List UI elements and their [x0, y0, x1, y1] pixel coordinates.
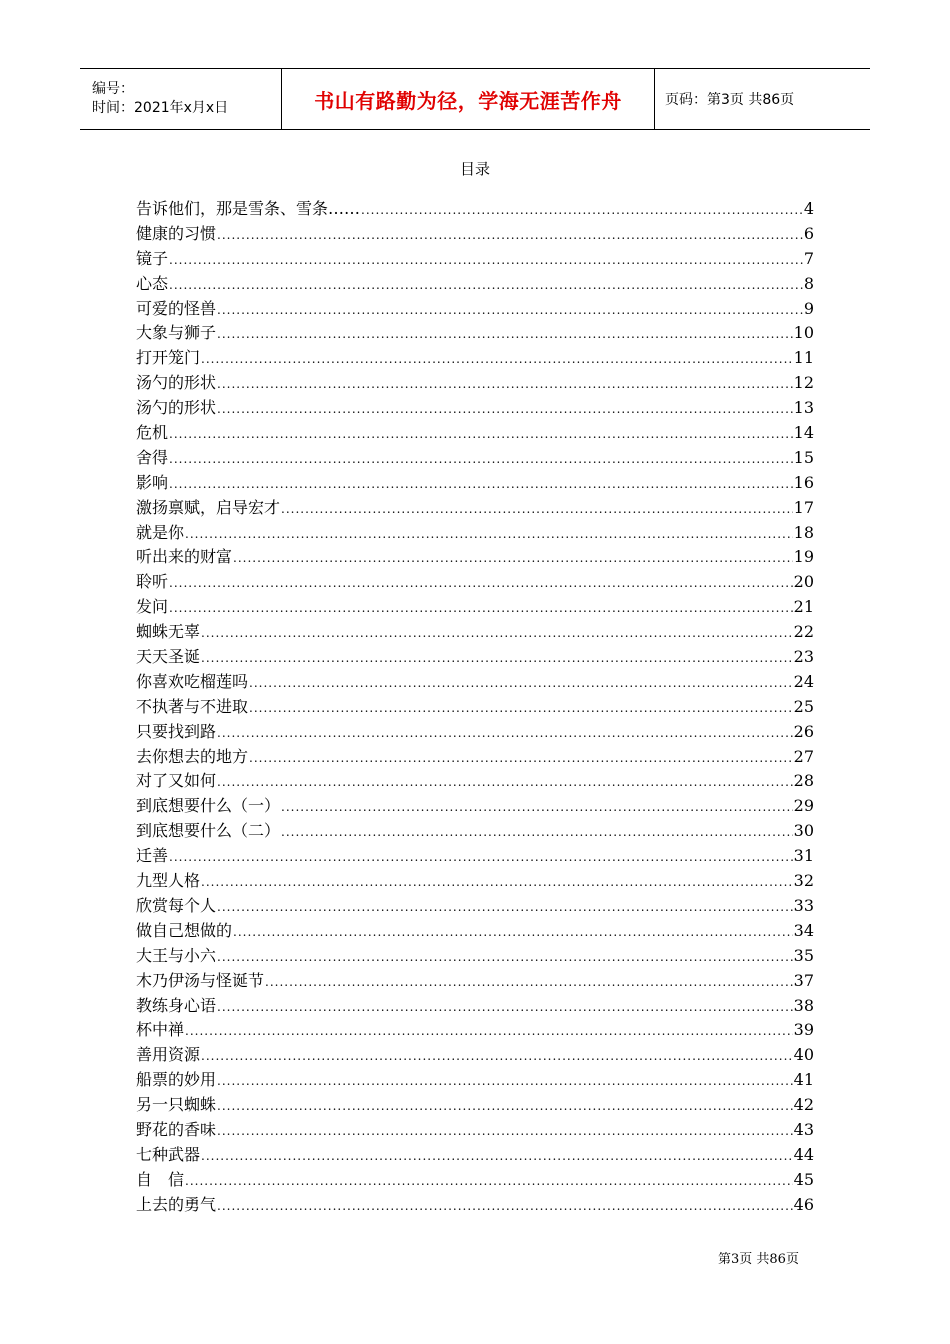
toc-entry[interactable] [136, 496, 814, 521]
toc-leader-dots [217, 895, 793, 920]
header-motto: 书山有路勤为径，学海无涯苦作舟 [281, 69, 655, 129]
toc-entry-page: 17 [793, 497, 814, 517]
toc-entry-title: 到底想要什么（二） [136, 821, 281, 841]
toc-entry-page: 11 [793, 348, 814, 368]
toc-leader-dots [217, 298, 803, 323]
toc-leader-dots [169, 447, 793, 472]
toc-leader-dots [281, 497, 793, 522]
toc-entry-page: 18 [793, 522, 814, 542]
toc-entry[interactable] [136, 869, 814, 894]
toc-entry-page: 44 [793, 1144, 814, 1164]
toc-leader-dots [217, 770, 793, 795]
toc-entry-page: 8 [803, 273, 814, 293]
toc-entry-page: 38 [793, 995, 814, 1015]
toc-entry[interactable] [136, 595, 814, 620]
toc-entry[interactable] [136, 521, 814, 546]
toc-leader-dots [361, 198, 803, 223]
toc-entry[interactable] [136, 197, 814, 222]
toc-leader-dots [169, 273, 803, 298]
toc-entry-title: 另一只蜘蛛 [136, 1095, 217, 1115]
toc-entry-page: 16 [793, 472, 814, 492]
toc-entry-title: 杯中禅 [136, 1020, 185, 1040]
toc-entry-page: 12 [793, 373, 814, 393]
toc-leader-dots [217, 945, 793, 970]
toc-entry-title: 打开笼门 [136, 348, 201, 368]
toc-leader-dots [265, 970, 793, 995]
toc-entry-page: 42 [793, 1095, 814, 1115]
toc-entry[interactable] [136, 769, 814, 794]
toc-entry-title: 船票的妙用 [136, 1070, 217, 1090]
toc-leader-dots [217, 372, 793, 397]
toc-entry-page: 34 [793, 920, 814, 940]
toc-entry-title: 对了又如何 [136, 771, 217, 791]
header-page-info: 页码：第3页 共86页 [665, 92, 795, 108]
toc-leader-dots [201, 1144, 793, 1169]
toc-entry-page: 13 [793, 398, 814, 418]
toc-leader-dots [185, 1019, 793, 1044]
toc-entry[interactable] [136, 1068, 814, 1093]
toc-entry[interactable] [136, 421, 814, 446]
toc-entry-page: 41 [793, 1070, 814, 1090]
toc-entry[interactable] [136, 1118, 814, 1143]
toc-entry-page: 29 [793, 796, 814, 816]
toc-leader-dots [281, 820, 793, 845]
toc-entry-title: 大王与小六 [136, 945, 217, 965]
toc-leader-dots [233, 920, 793, 945]
toc-leader-dots [217, 223, 803, 248]
toc-entry-page: 39 [793, 1020, 814, 1040]
toc-entry-page: 23 [793, 647, 814, 667]
toc-entry-page: 32 [793, 871, 814, 891]
toc-entry[interactable] [136, 1168, 814, 1193]
toc-entry-title: 就是你 [136, 522, 185, 542]
toc-entry[interactable] [136, 297, 814, 322]
toc-leader-dots [169, 422, 793, 447]
table-of-contents [136, 197, 814, 1218]
toc-entry[interactable] [136, 620, 814, 645]
toc-title: 目录 [459, 160, 490, 178]
toc-entry-title: 上去的勇气 [136, 1194, 217, 1214]
toc-leader-dots [233, 546, 793, 571]
toc-entry[interactable] [136, 545, 814, 570]
toc-entry-title: 善用资源 [136, 1045, 201, 1065]
toc-entry-title: 镜子 [136, 248, 169, 268]
toc-entry[interactable] [136, 894, 814, 919]
toc-leader-dots [185, 522, 793, 547]
toc-entry-title: 可爱的怪兽 [136, 298, 217, 318]
toc-entry-page: 14 [793, 423, 814, 443]
toc-entry[interactable] [136, 670, 814, 695]
toc-leader-dots [217, 322, 793, 347]
toc-entry[interactable] [136, 1043, 814, 1068]
toc-entry-page: 30 [793, 821, 814, 841]
toc-leader-dots [185, 1169, 793, 1194]
toc-entry-page: 43 [793, 1119, 814, 1139]
toc-entry[interactable] [136, 321, 814, 346]
toc-entry[interactable] [136, 819, 814, 844]
toc-leader-dots [169, 596, 793, 621]
toc-entry[interactable] [136, 994, 814, 1019]
toc-entry[interactable] [136, 272, 814, 297]
toc-entry-page: 45 [793, 1169, 814, 1189]
toc-entry-title: 危机 [136, 423, 169, 443]
toc-entry[interactable] [136, 645, 814, 670]
toc-entry-page: 20 [793, 572, 814, 592]
toc-entry-title: 欣赏每个人 [136, 895, 217, 915]
toc-leader-dots [217, 1069, 793, 1094]
toc-entry[interactable] [136, 695, 814, 720]
toc-leader-dots [201, 1044, 793, 1069]
toc-entry-page: 31 [793, 846, 814, 866]
toc-entry-page: 46 [793, 1194, 814, 1214]
toc-entry-page: 35 [793, 945, 814, 965]
toc-entry-title: 九型人格 [136, 871, 201, 891]
toc-leader-dots [201, 347, 793, 372]
header-meta [80, 69, 281, 129]
toc-leader-dots [169, 472, 793, 497]
toc-entry-title: 不执著与不进取 [136, 696, 249, 716]
number-label: 编号： [92, 81, 134, 97]
toc-entry-page: 22 [793, 622, 814, 642]
toc-entry-title: 你喜欢吃榴莲吗 [136, 671, 249, 691]
toc-entry[interactable] [136, 944, 814, 969]
toc-entry-page: 28 [793, 771, 814, 791]
toc-entry-page: 40 [793, 1045, 814, 1065]
toc-entry-page: 25 [793, 696, 814, 716]
toc-entry-title: 七种武器 [136, 1144, 201, 1164]
toc-entry[interactable] [136, 1018, 814, 1043]
toc-entry[interactable] [136, 222, 814, 247]
toc-entry-page: 9 [803, 298, 814, 318]
toc-entry-page: 37 [793, 970, 814, 990]
toc-entry-page: 6 [803, 223, 814, 243]
toc-entry-title: 野花的香味 [136, 1119, 217, 1139]
toc-entry-title: 到底想要什么（一） [136, 796, 281, 816]
toc-leader-dots [201, 870, 793, 895]
toc-entry-page: 15 [793, 447, 814, 467]
toc-entry[interactable] [136, 471, 814, 496]
toc-entry[interactable] [136, 720, 814, 745]
toc-entry-title: 发问 [136, 597, 169, 617]
toc-leader-dots [217, 721, 793, 746]
toc-entry-title: 天天圣诞 [136, 647, 201, 667]
toc-entry-title: 自 信 [136, 1169, 185, 1189]
toc-entry[interactable] [136, 570, 814, 595]
toc-leader-dots [217, 1194, 793, 1219]
toc-entry-page: 21 [793, 597, 814, 617]
toc-entry-title: 只要找到路 [136, 721, 217, 741]
toc-entry-title: 汤勺的形状 [136, 398, 217, 418]
page-header [80, 68, 870, 130]
toc-entry-title: 汤勺的形状 [136, 373, 217, 393]
toc-entry-title: 蜘蛛无辜 [136, 622, 201, 642]
toc-entry-title: 迁善 [136, 846, 169, 866]
toc-entry[interactable] [136, 247, 814, 272]
toc-entry[interactable] [136, 969, 814, 994]
toc-leader-dots [217, 995, 793, 1020]
toc-entry-title: 健康的习惯 [136, 223, 217, 243]
toc-entry-title: 教练身心语 [136, 995, 217, 1015]
toc-entry-title: 告诉他们，那是雪条、雪条…… [136, 199, 361, 218]
footer-page-info: 第3页 共86页 [718, 1252, 799, 1267]
toc-entry-page: 4 [803, 199, 814, 218]
toc-entry-title: 木乃伊汤与怪诞节 [136, 970, 265, 990]
toc-entry[interactable] [136, 371, 814, 396]
toc-entry-title: 听出来的财富 [136, 547, 233, 567]
toc-entry-title: 心态 [136, 273, 169, 293]
toc-leader-dots [169, 845, 793, 870]
toc-entry[interactable] [136, 1193, 814, 1218]
toc-leader-dots [249, 696, 793, 721]
toc-entry-page: 19 [793, 547, 814, 567]
toc-entry-page: 10 [793, 323, 814, 343]
toc-entry-page: 24 [793, 671, 814, 691]
toc-leader-dots [281, 795, 793, 820]
toc-leader-dots [217, 1094, 793, 1119]
toc-leader-dots [169, 248, 803, 273]
toc-entry-title: 大象与狮子 [136, 323, 217, 343]
toc-entry-page: 7 [803, 248, 814, 268]
toc-entry-title: 做自己想做的 [136, 920, 233, 940]
toc-leader-dots [249, 746, 793, 771]
toc-entry[interactable] [136, 346, 814, 371]
toc-entry[interactable] [136, 794, 814, 819]
toc-entry[interactable] [136, 745, 814, 770]
toc-leader-dots [217, 1119, 793, 1144]
toc-entry[interactable] [136, 1093, 814, 1118]
toc-leader-dots [217, 397, 793, 422]
toc-entry-page: 33 [793, 895, 814, 915]
toc-entry[interactable] [136, 1143, 814, 1168]
toc-leader-dots [169, 571, 793, 596]
toc-entry[interactable] [136, 919, 814, 944]
toc-entry[interactable] [136, 844, 814, 869]
time-label: 时间：2021年x月x日 [92, 100, 229, 116]
toc-entry[interactable] [136, 446, 814, 471]
toc-entry[interactable] [136, 396, 814, 421]
toc-leader-dots [201, 621, 793, 646]
toc-leader-dots [249, 671, 793, 696]
toc-leader-dots [201, 646, 793, 671]
toc-entry-title: 激扬禀赋，启导宏才 [136, 497, 281, 517]
toc-entry-title: 舍得 [136, 447, 169, 467]
toc-entry-title: 去你想去的地方 [136, 746, 249, 766]
toc-entry-page: 27 [793, 746, 814, 766]
toc-entry-title: 影响 [136, 472, 169, 492]
toc-entry-title: 聆听 [136, 572, 169, 592]
toc-entry-page: 26 [793, 721, 814, 741]
